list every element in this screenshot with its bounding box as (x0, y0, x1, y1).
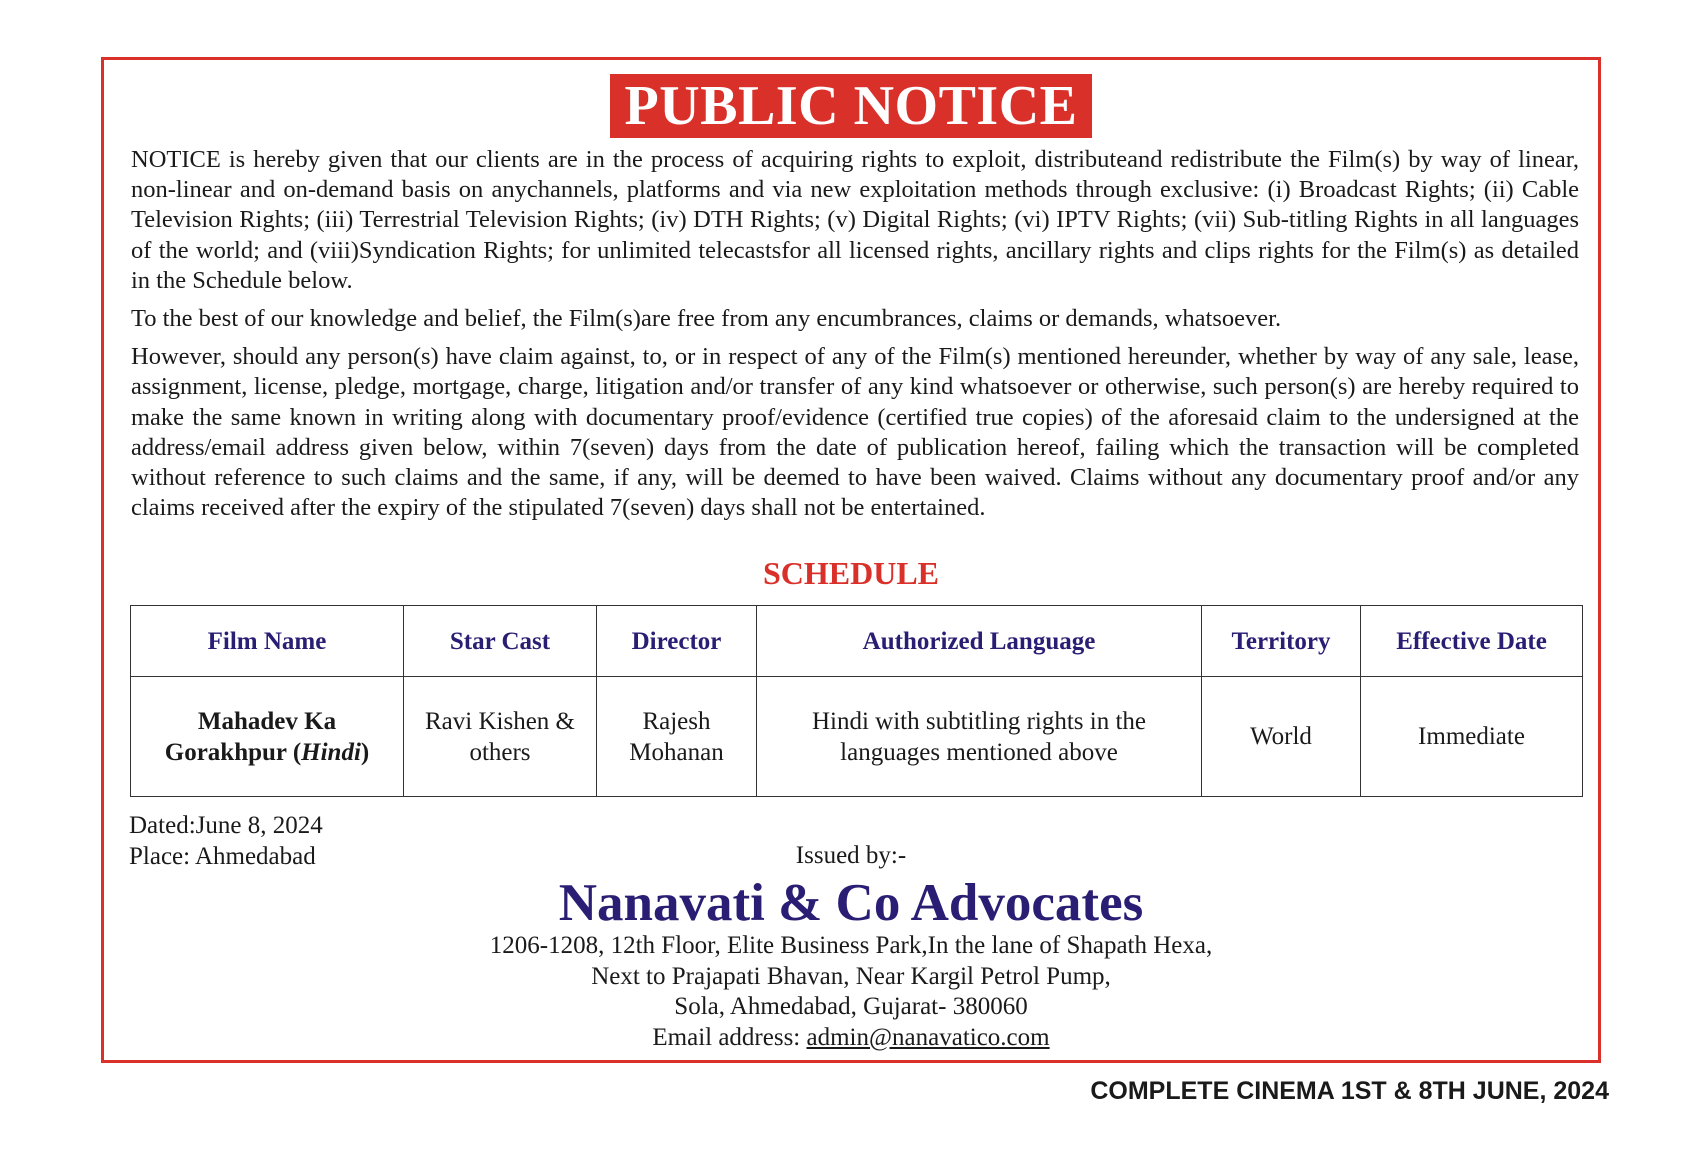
title-wrap (104, 74, 1598, 138)
director-line1: Rajesh (642, 707, 711, 735)
address-line: Sola, Ahmedabad, Gujarat- 380060 (674, 993, 1028, 1020)
header-director: Director (597, 606, 757, 677)
notice-title: PUBLIC NOTICE (610, 74, 1091, 138)
cell-authorized-language (757, 677, 1202, 797)
notice-paragraph: NOTICE is hereby given that our clients are in the process of acquiring rights to exploit, distributeand redistribute the Film(s) by way of linear, non-linear and on-demand basis on anychannels, platforms and via new exploitation methods through exclusive: (i) Broadcast Rights; (ii) Cable Television Rights; (iii) Terrestrial Television Rights; (iv) DTH Rights; (v) Digital Rights; (vi) IPTV Rights; (vii) Sub-titling Rights in all languages of the world; and (viii)Syndication Rights; for unlimited telecastsfor all licensed rights, ancillary rights and clips rights for the Film(s) as detailed in the Schedule below. (131, 146, 1579, 294)
table-row (131, 677, 1583, 797)
notice-paragraph: To the best of our knowledge and belief, the Film(s)are free from any encumbrances, claims or demands, whatsoever. (131, 305, 1282, 333)
schedule-table (130, 605, 1583, 797)
table-header-row (131, 606, 1583, 677)
cell-film-name (131, 677, 404, 797)
notice-body (131, 145, 1579, 531)
firm-address (104, 931, 1598, 1053)
film-name-line2: Gorakhpur ( (164, 738, 302, 766)
address-line: 1206-1208, 12th Floor, Elite Business Park,In the lane of Shapath Hexa, (489, 932, 1213, 959)
star-cast-line1: Ravi Kishen & (425, 707, 575, 735)
firm-name: Nanavati & Co Advocates (558, 874, 1144, 932)
notice-frame (101, 57, 1601, 1063)
header-authorized-language: Authorized Language (757, 606, 1202, 677)
notice-paragraph: However, should any person(s) have claim against, to, or in respect of any of the Film(s) mentioned hereunder, whether by way of any sale, lease, assignment, license, pledge, mortgage, charge, litigation and/or transfer of any kind whatsoever or otherwise, such person(s) are hereby required to make the same known in writing along with documentary proof/evidence (certified true copies) of the aforesaid claim to the undersigned at the address/email address given below, within 7(seven) days from the date of publication hereof, failing which the transaction will be completed without reference to such claims and the same, if any, will be deemed to have been waived. Claims without any documentary proof and/or any claims received after the expiry of the stipulated 7(seven) days shall not be entertained. (131, 343, 1579, 522)
star-cast-line2: others (469, 738, 531, 766)
cell-director (597, 677, 757, 797)
cell-effective-date: Immediate (1361, 677, 1583, 797)
cell-territory: World (1202, 677, 1361, 797)
email-label: Email address: (652, 1023, 807, 1051)
cell-star-cast (404, 677, 597, 797)
dated-line: Dated:June 8, 2024 (129, 812, 323, 839)
film-name-close: ) (360, 738, 370, 766)
place-line: Place: Ahmedabad (129, 843, 316, 870)
film-name-line1: Mahadev Ka (197, 707, 337, 735)
email-line (104, 1023, 1598, 1054)
publication-footer: COMPLETE CINEMA 1ST & 8TH JUNE, 2024 (1090, 1077, 1609, 1105)
issued-by: Issued by:- (795, 842, 907, 869)
header-effective-date: Effective Date (1361, 606, 1583, 677)
header-star-cast: Star Cast (404, 606, 597, 677)
header-film-name: Film Name (131, 606, 404, 677)
email-link[interactable]: admin@nanavatico.com (806, 1023, 1050, 1051)
language-line2: languages mentioned above (840, 738, 1118, 766)
schedule-heading: SCHEDULE (762, 555, 940, 591)
director-line2: Mohanan (629, 738, 724, 766)
language-line1: Hindi with subtitling rights in the (811, 707, 1147, 735)
film-language: Hindi (301, 738, 361, 766)
address-line: Next to Prajapati Bhavan, Near Kargil Petrol Pump, (591, 962, 1111, 990)
header-territory: Territory (1202, 606, 1361, 677)
